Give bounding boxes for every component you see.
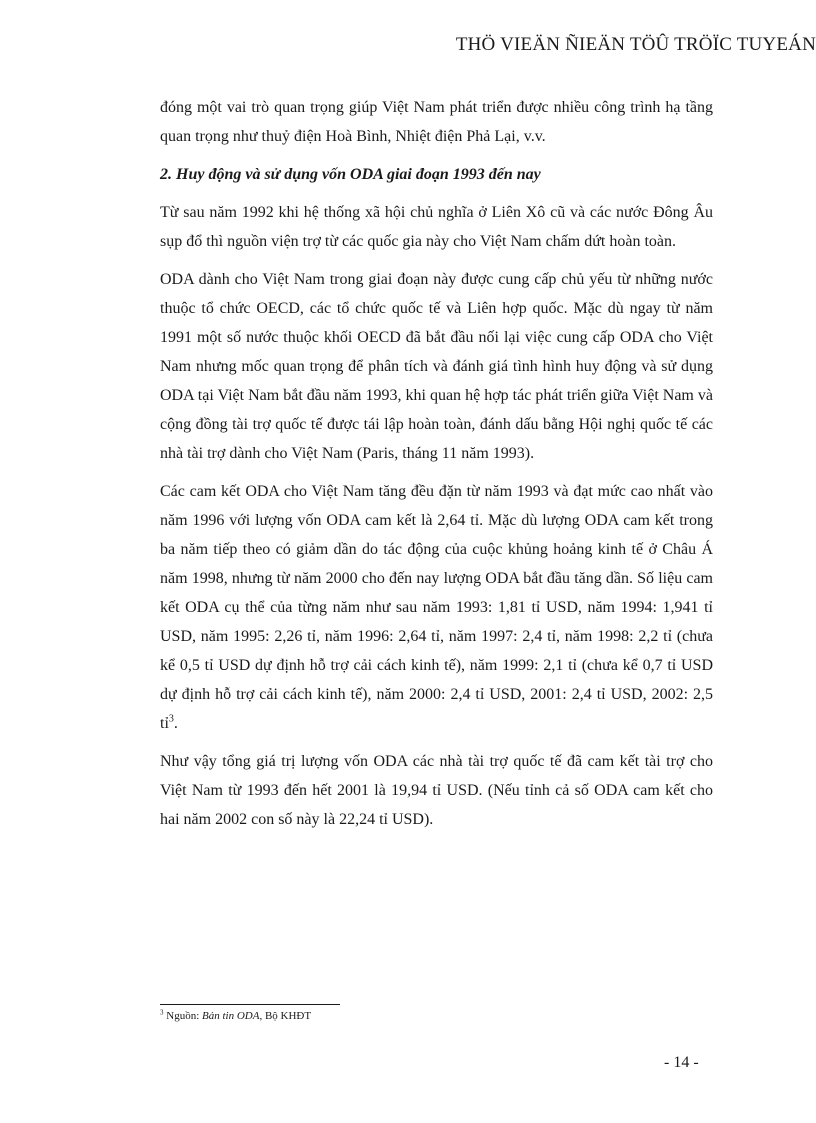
footnote-divider — [160, 1004, 340, 1005]
paragraph-3 — [160, 477, 713, 738]
page-number: - 14 - — [664, 1054, 699, 1071]
running-header: THÖ VIEÄN ÑIEÄN TÖÛ TRÖÏC TUYEÁN — [455, 34, 816, 55]
paragraph-3-end: . — [173, 715, 178, 732]
section-heading: 2. Huy động và sử dụng vốn ODA giai đoạn 1993 đến nay — [160, 166, 541, 183]
footnote-reference[interactable]: 3 — [168, 713, 174, 725]
footnote — [160, 1010, 311, 1022]
page-body — [160, 93, 713, 843]
footnote-source-title: Bản tin ODA — [202, 1010, 260, 1022]
paragraph-intro: đóng một vai trò quan trọng giúp Việt Nam phát triển được nhiều công trình hạ tầng quan trọng như thuỷ điện Hoà Bình, Nhiệt điện Phả Lại, v.v. — [160, 99, 713, 145]
footnote-suffix: , Bộ KHĐT — [259, 1010, 312, 1022]
footnote-marker: 3 — [160, 1008, 164, 1017]
footnote-prefix: Nguồn: — [163, 1010, 202, 1022]
paragraph-3-text: Các cam kết ODA cho Việt Nam tăng đều đặn từ năm 1993 và đạt mức cao nhất vào năm 1996 với lượng vốn ODA cam kết là 2,64 tỉ. Mặc dù lượng ODA cam kết trong ba năm tiếp theo có giảm dần do tác động của cuộc khủng hoảng kinh tế ở Châu Á năm 1998, nhưng từ năm 2000 cho đến nay lượng ODA bắt đầu tăng dần. Số liệu cam kết ODA cụ thể của từng năm như sau năm 1993: 1,81 tỉ USD, năm 1994: 1,941 tỉ USD, năm 1995: 2,26 tỉ, năm 1996: 2,64 tỉ, năm 1997: 2,4 tỉ, năm 1998: 2,2 tỉ (chưa kể 0,5 tỉ USD dự định hỗ trợ cải cách kinh tế), năm 1999: 2,1 tỉ (chưa kể 0,7 tỉ USD dự định hỗ trợ cải cách kinh tế), năm 2000: 2,4 tỉ USD, 2001: 2,4 tỉ USD, 2002: 2,5 tỉ — [160, 483, 713, 732]
paragraph-1: Từ sau năm 1992 khi hệ thống xã hội chủ nghĩa ở Liên Xô cũ và các nước Đông Âu sụp đổ thì nguồn viện trợ từ các quốc gia này cho Việt Nam chấm dứt hoàn toàn. — [160, 204, 713, 250]
paragraph-2: ODA dành cho Việt Nam trong giai đoạn này được cung cấp chủ yếu từ những nước thuộc tổ chức OECD, các tổ chức quốc tế và Liên hợp quốc. Mặc dù ngay từ năm 1991 một số nước thuộc khối OECD đã bắt đầu nối lại việc cung cấp ODA cho Việt Nam nhưng mốc quan trọng để phân tích và đánh giá tình hình huy động và sử dụng ODA tại Việt Nam bắt đầu năm 1993, khi quan hệ hợp tác phát triển giữa Việt Nam và cộng đồng tài trợ quốc tế được tái lập hoàn toàn, đánh dấu bằng Hội nghị quốc tế các nhà tài trợ dành cho Việt Nam (Paris, tháng 11 năm 1993). — [160, 271, 713, 462]
paragraph-4: Như vậy tổng giá trị lượng vốn ODA các nhà tài trợ quốc tế đã cam kết tài trợ cho Việt Nam từ 1993 đến hết 2001 là 19,94 tỉ USD. (Nếu tỉnh cả số ODA cam kết cho hai năm 2002 con số này là 22,24 tỉ USD). — [160, 753, 713, 828]
